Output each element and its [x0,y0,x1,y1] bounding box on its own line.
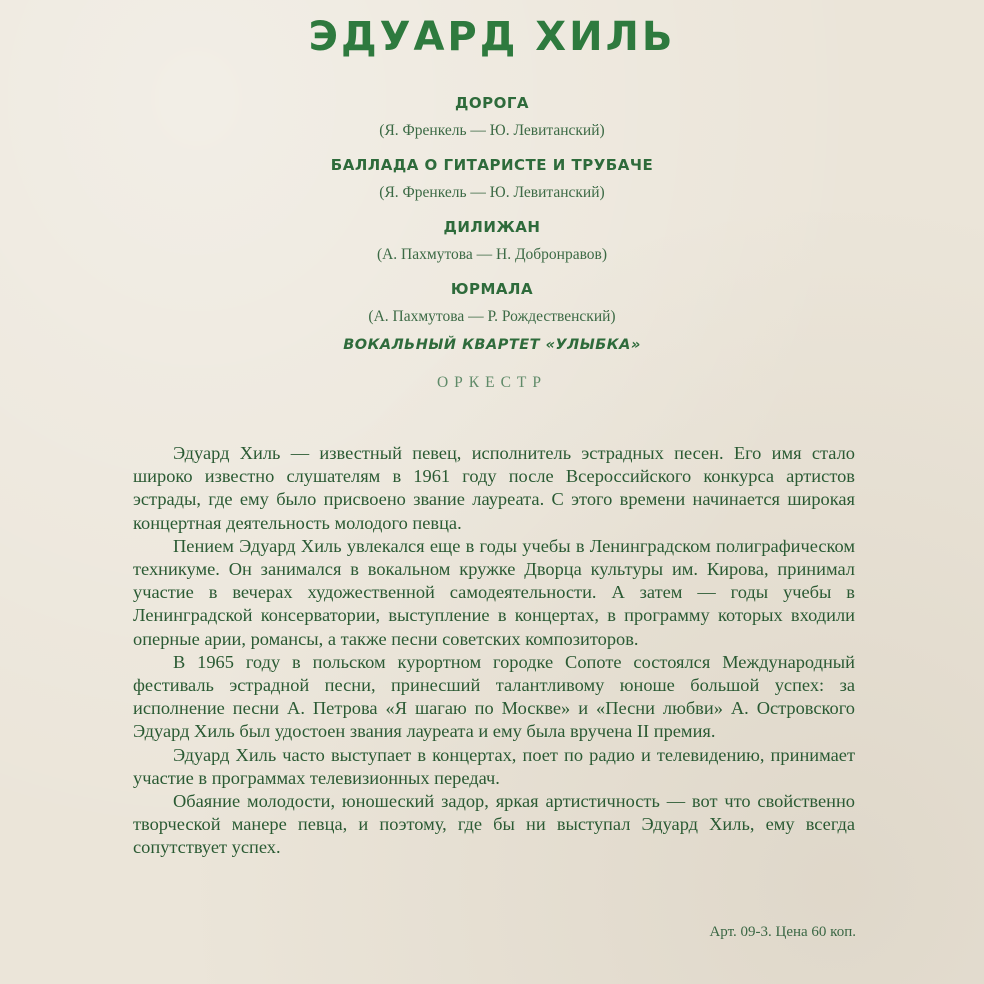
song-title: ЮРМАЛА [450,280,534,298]
song-authors: (А. Пахмутова — Н. Добронравов) [376,246,608,263]
price-label: Арт. 09-3. Цена 60 коп. [709,924,856,940]
program-list [0,92,984,392]
program-item [0,92,984,154]
bio-paragraph: В 1965 году в польском курортном городке Сопоте состоялся Международный фестиваль эстрадной песни, принесший талантливому юноше большой успех: за исполнение песни А. Петрова «Я шагаю по Москве» и «Песни любви» А. Островского Эдуард Хиль был удостоен звания лауреата и ему была вручена II премия. [133,651,855,742]
song-title: ДОРОГА [454,94,530,112]
bio-paragraph: Обаяние молодости, юношеский задор, яркая артистичность — вот что свойственно творческой манере певца, и поэтому, где бы ни выступал Эдуард Хиль, ему всегда сопутствует успех. [133,791,855,858]
program-item [0,278,984,340]
biography-text [133,442,855,860]
song-title: ДИЛИЖАН [443,218,541,236]
song-authors: (Я. Френкель — Ю. Левитанский) [379,184,605,201]
song-authors: (А. Пахмутова — Р. Рождественский) [368,308,616,325]
program-item [0,154,984,216]
bio-paragraph: Эдуард Хиль — известный певец, исполнитель эстрадных песен. Его имя стало широко известно слушателям в 1961 году после Всероссийского конкурса артистов эстрады, где ему было присвоено звание лауреата. С этого времени начинается широкая концертная деятельность молодого певца. [133,443,855,533]
page-title: ЭДУАРД ХИЛЬ [308,14,676,60]
bio-paragraph: Пением Эдуард Хиль увлекался еще в годы учебы в Ленинградском полиграфическом техникуме. Он занимался в вокальном кружке Дворца культуры им. Кирова, принимал участие в вечерах художественной самодеятельности. А затем — годы учебы в Ленинградской консерватории, выступление в концертах, в программу которых входили оперные арии, романсы, а также песни советских композиторов. [133,535,855,649]
quartet-credit: ВОКАЛЬНЫЙ КВАРТЕТ «УЛЫБКА» [343,337,641,353]
orchestra-credit: ОРКЕСТР [436,374,548,391]
song-title: БАЛЛАДА О ГИТАРИСТЕ И ТРУБАЧЕ [330,156,654,174]
song-authors: (Я. Френкель — Ю. Левитанский) [379,122,605,139]
program-item [0,216,984,278]
bio-paragraph: Эдуард Хиль часто выступает в концертах, поет по радио и телевидению, принимает участие в программах телевизионных передач. [133,744,855,788]
